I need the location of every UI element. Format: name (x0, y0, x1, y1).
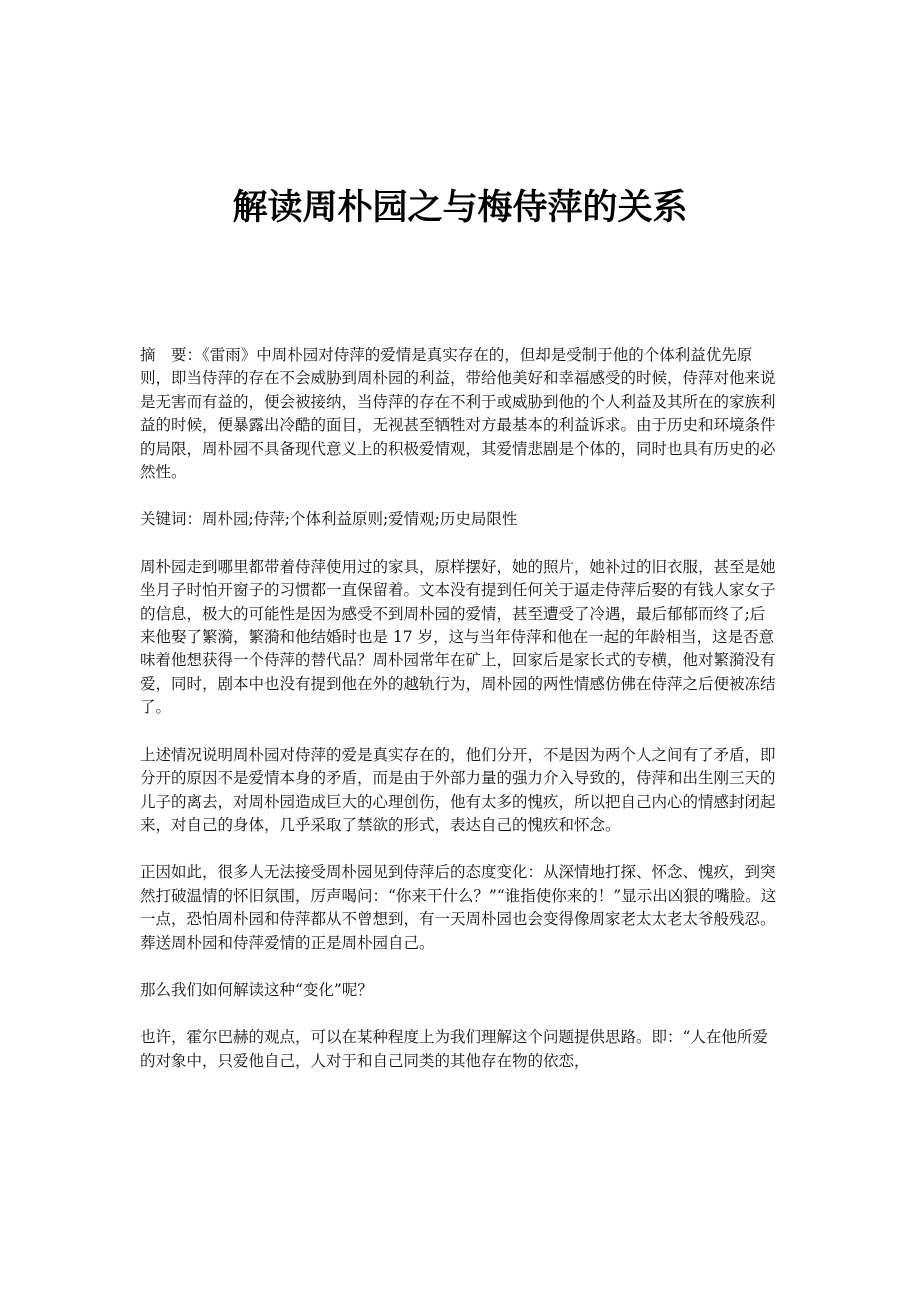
abstract-text: 《雷雨》中周朴园对侍萍的爱情是真实存在的，但却是受制于他的个体利益优先原则，即当侍萍的存在不会威胁到周朴园的利益，带给他美好和幸福感受的时候，侍萍对他来说是无害而有益的，便会被接纳，当侍萍的存在不利于或威胁到他的个人利益及其所在的家族利益的时候，便暴露出冷酷的面目，无视甚至牺牲对方最基本的利益诉求。由于历史和环境条件的局限，周朴园不具备现代意义上的积极爱情观，其爱情悲剧是个体的，同时也具有历史的必然性。 (140, 346, 776, 482)
body-paragraph-1: 周朴园走到哪里都带着侍萍使用过的家具，原样摆好，她的照片，她补过的旧衣服，甚至是她坐月子时怕开窗子的习惯都一直保留着。文本没有提到任何关于逼走侍萍后娶的有钱人家女子的信息，极大的可能性是因为感受不到周朴园的爱情，甚至遭受了冷遇，最后郁郁而终了;后来他娶了繁漪，繁漪和他结婚时也是 17 岁，这与当年侍萍和他在一起的年龄相当，这是否意味着他想获得一个侍萍的替代品？周朴园常年在矿上，回家后是家长式的专横，他对繁漪没有爱，同时，剧本中也没有提到他在外的越轨行为，周朴园的两性情感仿佛在侍萍之后便被冻结了。 (140, 557, 776, 717)
abstract-label: 摘 要： (140, 346, 203, 364)
body-paragraph-5: 也许，霍尔巴赫的观点，可以在某种程度上为我们理解这个问题提供思路。即：“人在他所爱的对象中，只爱他自己，人对于和自己同类的其他存在物的依恋， (140, 1028, 768, 1070)
keywords-text: 周朴园;侍萍;个体利益原则;爱情观;历史局限性 (202, 510, 518, 529)
abstract-paragraph (140, 344, 780, 484)
body-paragraph-2: 上述情况说明周朴园对侍萍的爱是真实存在的，他们分开，不是因为两个人之间有了矛盾，即分开的原因不是爱情本身的矛盾，而是由于外部力量的强力介入导致的，侍萍和出生刚三天的儿子的离去，对周朴园造成巨大的心理创伤，他有太多的愧疚，所以把自己内心的情感封闭起来，对自己的身体，几乎采取了禁欲的形式，表达自己的愧疚和怀念。 (140, 745, 776, 834)
body-paragraph-3: 正因如此，很多人无法接受周朴园见到侍萍后的态度变化：从深情地打探、怀念、愧疚，到突然打破温情的怀旧氛围，厉声喝问：“你来干什么？”“谁指使你来的！”显示出凶狠的嘴脸。这一点，恐怕周朴园和侍萍都从不曾想到，有一天周朴园也会变得像周家老太太老太爷般残忍。葬送周朴园和侍萍爱情的正是周朴园自己。 (140, 863, 777, 952)
body-paragraph-4: 那么我们如何解读这种“变化”呢？ (140, 980, 373, 999)
keywords-paragraph (140, 508, 780, 531)
document-title: 解读周朴园之与梅侍萍的关系 (232, 188, 688, 228)
document-body (140, 344, 780, 1097)
keywords-label: 关键词： (140, 510, 203, 529)
